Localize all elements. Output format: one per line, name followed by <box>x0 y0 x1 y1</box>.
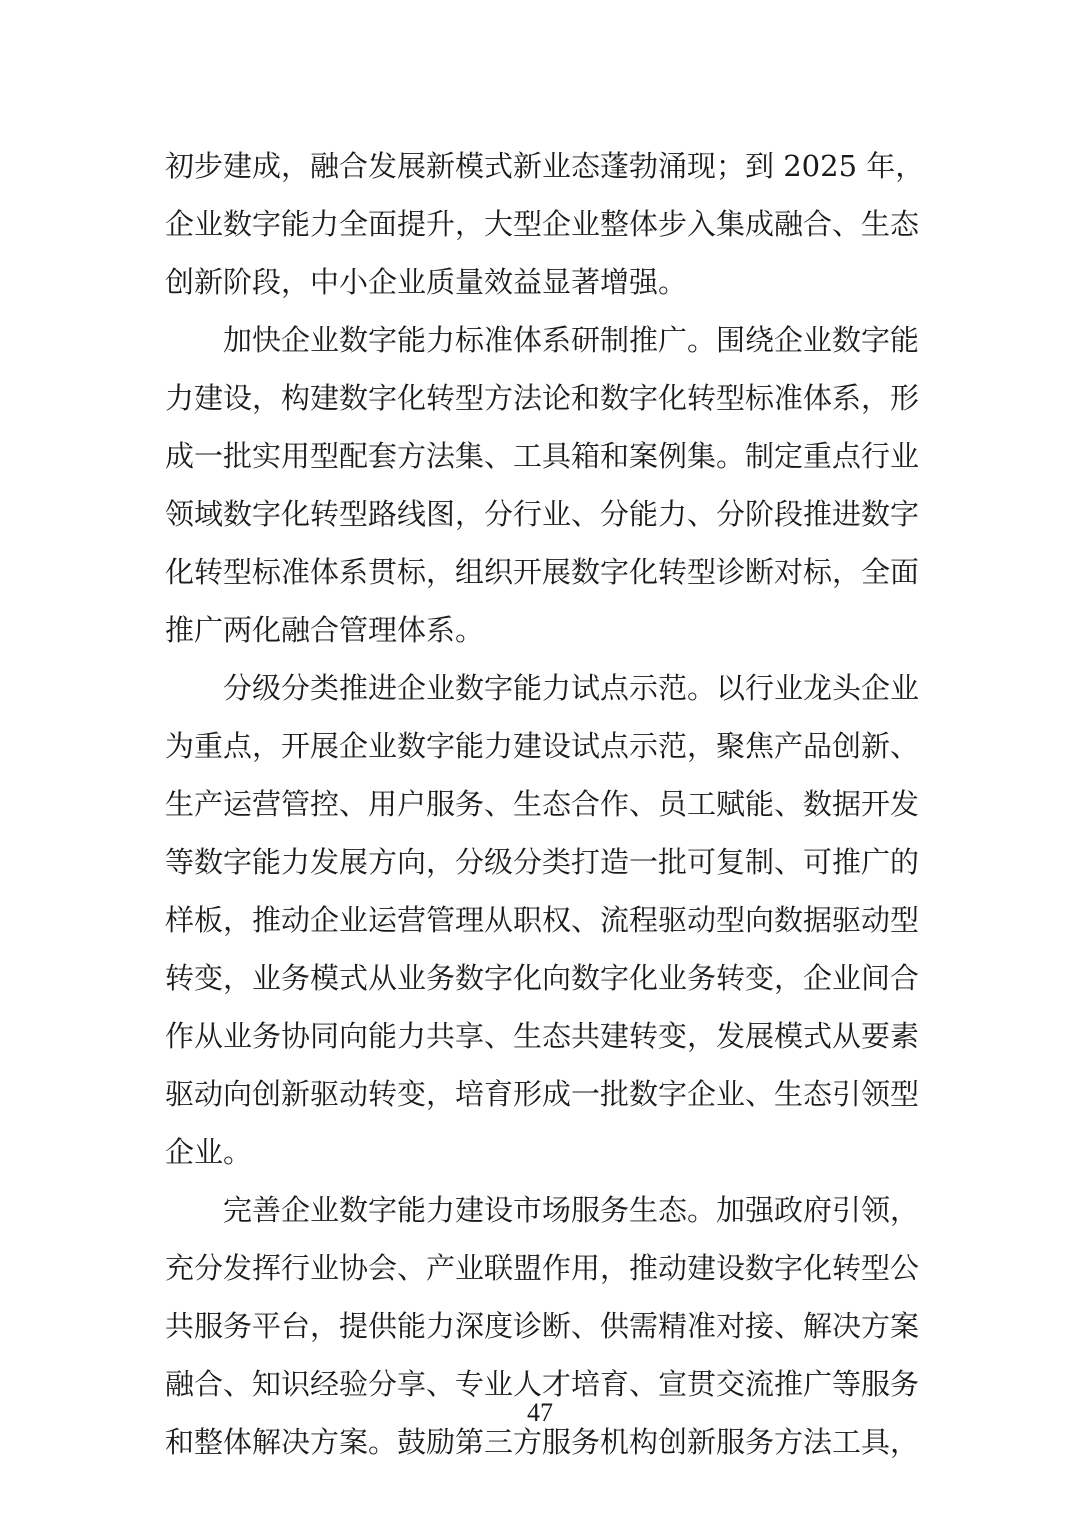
text-line: 完善企业数字能力建设市场服务生态。加强政府引领， <box>165 1193 920 1227</box>
text-line: 创新阶段，中小企业质量效益显著增强。 <box>165 265 688 299</box>
text-line: 加快企业数字能力标准体系研制推广。围绕企业数字能 <box>165 323 920 357</box>
text-line: 样板，推动企业运营管理从职权、流程驱动型向数据驱动型 <box>165 903 920 937</box>
page-number: 47 <box>527 1398 553 1427</box>
body-text <box>165 137 925 1471</box>
text-line: 共服务平台，提供能力深度诊断、供需精准对接、解决方案 <box>165 1309 920 1343</box>
text-line: 力建设，构建数字化转型方法论和数字化转型标准体系，形 <box>165 381 920 415</box>
text-line: 为重点，开展企业数字能力建设试点示范，聚焦产品创新、 <box>165 729 920 763</box>
text-line: 企业。 <box>165 1135 253 1169</box>
text-line: 初步建成，融合发展新模式新业态蓬勃涌现；到 2025 年， <box>165 149 925 183</box>
text-line: 成一批实用型配套方法集、工具箱和案例集。制定重点行业 <box>165 439 920 473</box>
text-line: 分级分类推进企业数字能力试点示范。以行业龙头企业 <box>165 671 920 705</box>
text-line: 生产运营管控、用户服务、生态合作、员工赋能、数据开发 <box>165 787 920 821</box>
text-line: 领域数字化转型路线图，分行业、分能力、分阶段推进数字 <box>165 497 920 531</box>
text-line: 企业数字能力全面提升，大型企业整体步入集成融合、生态 <box>165 207 920 241</box>
text-line: 和整体解决方案。鼓励第三方服务机构创新服务方法工具， <box>165 1425 920 1459</box>
text-line: 推广两化融合管理体系。 <box>165 613 485 647</box>
text-line: 驱动向创新驱动转变，培育形成一批数字企业、生态引领型 <box>165 1077 920 1111</box>
text-line: 化转型标准体系贯标，组织开展数字化转型诊断对标，全面 <box>165 555 920 589</box>
text-line: 融合、知识经验分享、专业人才培育、宣贯交流推广等服务 <box>165 1367 920 1401</box>
text-line: 转变，业务模式从业务数字化向数字化业务转变，企业间合 <box>165 961 920 995</box>
text-line: 充分发挥行业协会、产业联盟作用，推动建设数字化转型公 <box>165 1251 920 1285</box>
text-line: 等数字能力发展方向，分级分类打造一批可复制、可推广的 <box>165 845 920 879</box>
text-line: 作从业务协同向能力共享、生态共建转变，发展模式从要素 <box>165 1019 920 1053</box>
